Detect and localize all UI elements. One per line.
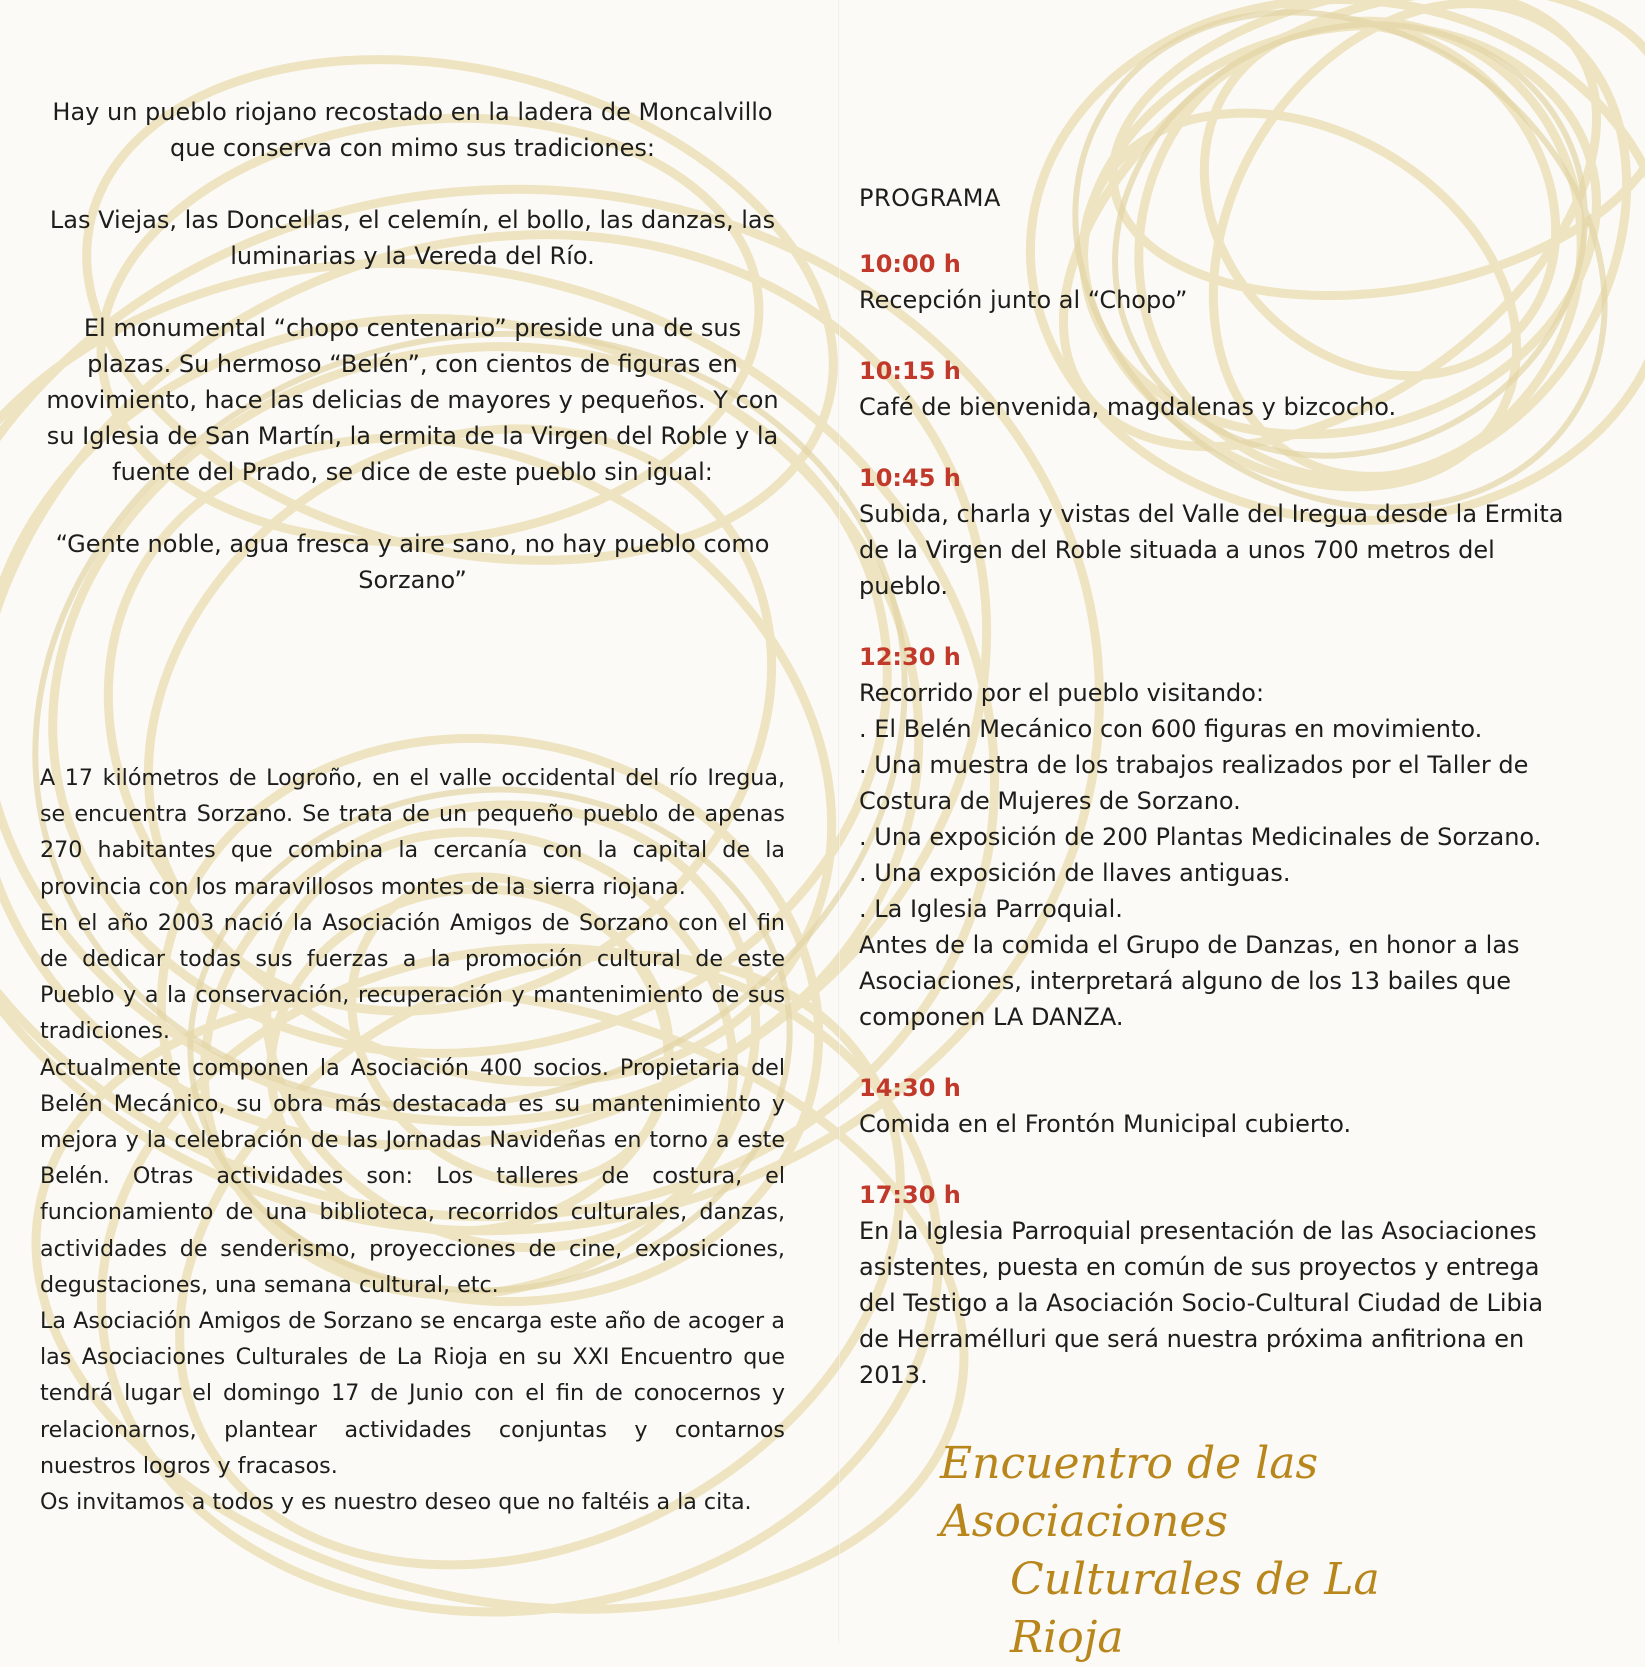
body-paragraph-3: Actualmente componen la Asociación 400 socios. Propietaria del Belén Mecánico, su obra más destacada es su mantenimiento y mejora y la celebración de las Jornadas Navideñas en torno a este Belén. Otras actividades son: Los talleres de costura, el funcionamiento de una biblioteca, recorridos culturales, danzas, actividades de senderismo, proyecciones de cine, exposiciones, degustaciones, una semana cultural, etc. bbox=[40, 1054, 785, 1298]
intro-quote: “Gente noble, agua fresca y aire sano, no hay pueblo como Sorzano” bbox=[55, 530, 770, 594]
signature-line-2: Culturales de La Rioja bbox=[1010, 1554, 1380, 1663]
event-time: 12:30 h bbox=[859, 643, 961, 671]
body-paragraph-5: Os invitamos a todos y es nuestro deseo que no faltéis a la cita. bbox=[40, 1489, 752, 1516]
event-time: 14:30 h bbox=[859, 1074, 961, 1102]
association-description bbox=[40, 760, 785, 1520]
event-description: Recorrido por el pueblo visitando: bbox=[859, 679, 1265, 707]
body-paragraph-2: En el año 2003 nació la Asociación Amigos de Sorzano con el fin de dedicar todas sus fuerzas a la promoción cultural de este Pueblo y a la conservación, recuperación y mantenimiento de sus tradiciones. bbox=[40, 909, 785, 1045]
event-note: Antes de la comida el Grupo de Danzas, en honor a las Asociaciones, interpretará alguno de los 13 bailes que componen LA DANZA. bbox=[859, 931, 1520, 1031]
event-time: 10:45 h bbox=[859, 464, 961, 492]
body-paragraph-1: A 17 kilómetros de Logroño, en el valle occidental del río Iregua, se encuentra Sorzano. Se trata de un pequeño pueblo de apenas 270 habitantes que combina la cercanía con la capital de la provincia con los maravillosos montes de la sierra riojana. bbox=[40, 765, 785, 900]
event-description: Subida, charla y vistas del Valle del Iregua desde la Ermita de la Virgen del Roble situada a unos 700 metros del pueblo. bbox=[859, 500, 1564, 600]
visit-list bbox=[859, 711, 1579, 927]
intro-paragraph-3: El monumental “chopo centenario” preside una de sus plazas. Su hermoso “Belén”, con cientos de figuras en movimiento, hace las delicias de mayores y pequeños. Y con su Iglesia de San Martín, la ermita de la Virgen del Roble y la fuente del Prado, se dice de este pueblo sin igual: bbox=[46, 314, 779, 486]
visit-item: . La Iglesia Parroquial. bbox=[859, 895, 1123, 923]
program-event bbox=[859, 460, 1579, 604]
event-description: En la Iglesia Parroquial presentación de las Asociaciones asistentes, puesta en común de sus proyectos y entrega del Testigo a la Asociación Socio-Cultural Ciudad de Libia de Herramélluri que será nuestra próxima anfitriona en 2013. bbox=[859, 1217, 1544, 1389]
programa-section bbox=[859, 180, 1579, 1428]
event-description: Comida en el Frontón Municipal cubierto. bbox=[859, 1110, 1352, 1138]
body-paragraph-4: La Asociación Amigos de Sorzano se encarga este año de acoger a las Asociaciones Culturales de La Rioja en su XXI Encuentro que tendrá lugar el domingo 17 de Junio con el fin de conocernos y relacionarnos, plantear actividades conjuntas y contarnos nuestros logros y fracasos. bbox=[40, 1308, 785, 1479]
program-event bbox=[859, 353, 1579, 425]
program-event bbox=[859, 639, 1579, 1035]
visit-item: . Una muestra de los trabajos realizados por el Taller de Costura de Mujeres de Sorzano. bbox=[859, 751, 1529, 815]
visit-item: . Una exposición de llaves antiguas. bbox=[859, 859, 1291, 887]
program-event bbox=[859, 1070, 1579, 1142]
program-event bbox=[859, 246, 1579, 318]
intro-paragraph-2: Las Viejas, las Doncellas, el celemín, el bollo, las danzas, las luminarias y la Vereda del Río. bbox=[49, 206, 776, 270]
visit-item: . Una exposición de 200 Plantas Medicinales de Sorzano. bbox=[859, 823, 1542, 851]
event-description: Recepción junto al “Chopo” bbox=[859, 286, 1188, 314]
event-time: 17:30 h bbox=[859, 1181, 961, 1209]
event-signature-title bbox=[940, 1435, 1500, 1667]
program-event bbox=[859, 1177, 1579, 1393]
intro-paragraph-1: Hay un pueblo riojano recostado en la ladera de Moncalvillo que conserva con mimo sus tradiciones: bbox=[52, 98, 773, 162]
center-fold bbox=[838, 0, 840, 1643]
intro-poem bbox=[40, 94, 785, 634]
programa-title: PROGRAMA bbox=[859, 184, 1001, 212]
visit-item: . El Belén Mecánico con 600 figuras en movimiento. bbox=[859, 715, 1483, 743]
event-description: Café de bienvenida, magdalenas y bizcocho. bbox=[859, 393, 1397, 421]
event-time: 10:15 h bbox=[859, 357, 961, 385]
signature-line-1: Encuentro de las Asociaciones bbox=[940, 1438, 1319, 1547]
event-time: 10:00 h bbox=[859, 250, 961, 278]
